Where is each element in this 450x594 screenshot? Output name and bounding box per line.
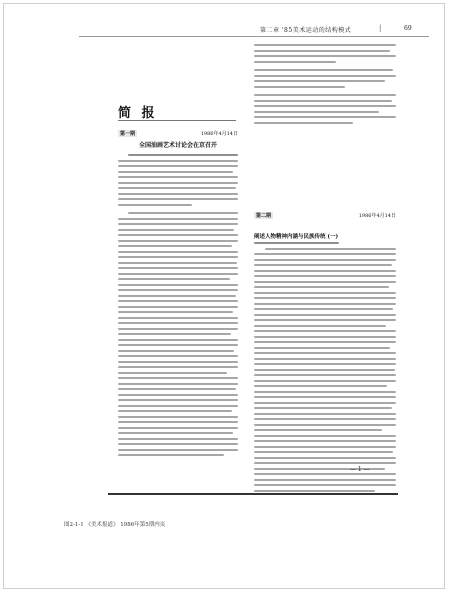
figure-caption: 图2-1-1 《美术报道》 1986年第5期内页 <box>64 522 166 528</box>
page-frame <box>3 3 445 589</box>
header-page-number: 69 <box>404 25 412 32</box>
article-1-meta <box>118 130 238 137</box>
article-1-label: 第一期 <box>120 131 136 137</box>
article-2-meta <box>254 212 396 219</box>
page-number-mark: — 1 — <box>350 466 370 473</box>
header-title: 第二章 '85美术运动的结构模式 <box>260 27 352 34</box>
bulletin-subtitle-rule <box>118 120 236 122</box>
header-separator: | <box>379 24 382 32</box>
article-1-date: 1986年4月14日 <box>200 131 238 137</box>
article-2-body <box>254 242 396 495</box>
article-1-header <box>118 130 238 153</box>
bottom-rule <box>108 493 398 495</box>
article-2-date: 1986年4月14日 <box>358 213 396 219</box>
article-1-body <box>118 154 238 460</box>
article-2-heading: 阐述人物精神内涵与民族传统 (一) <box>254 234 339 240</box>
bulletin-title: 简 报 <box>118 106 158 121</box>
article-2-header <box>254 212 396 219</box>
article-1-title: 全国油画艺术讨论会在京召开 <box>138 142 217 149</box>
header-rule <box>79 36 429 37</box>
right-column-continued-text <box>254 44 396 127</box>
article-2-label: 第二期 <box>256 213 272 219</box>
